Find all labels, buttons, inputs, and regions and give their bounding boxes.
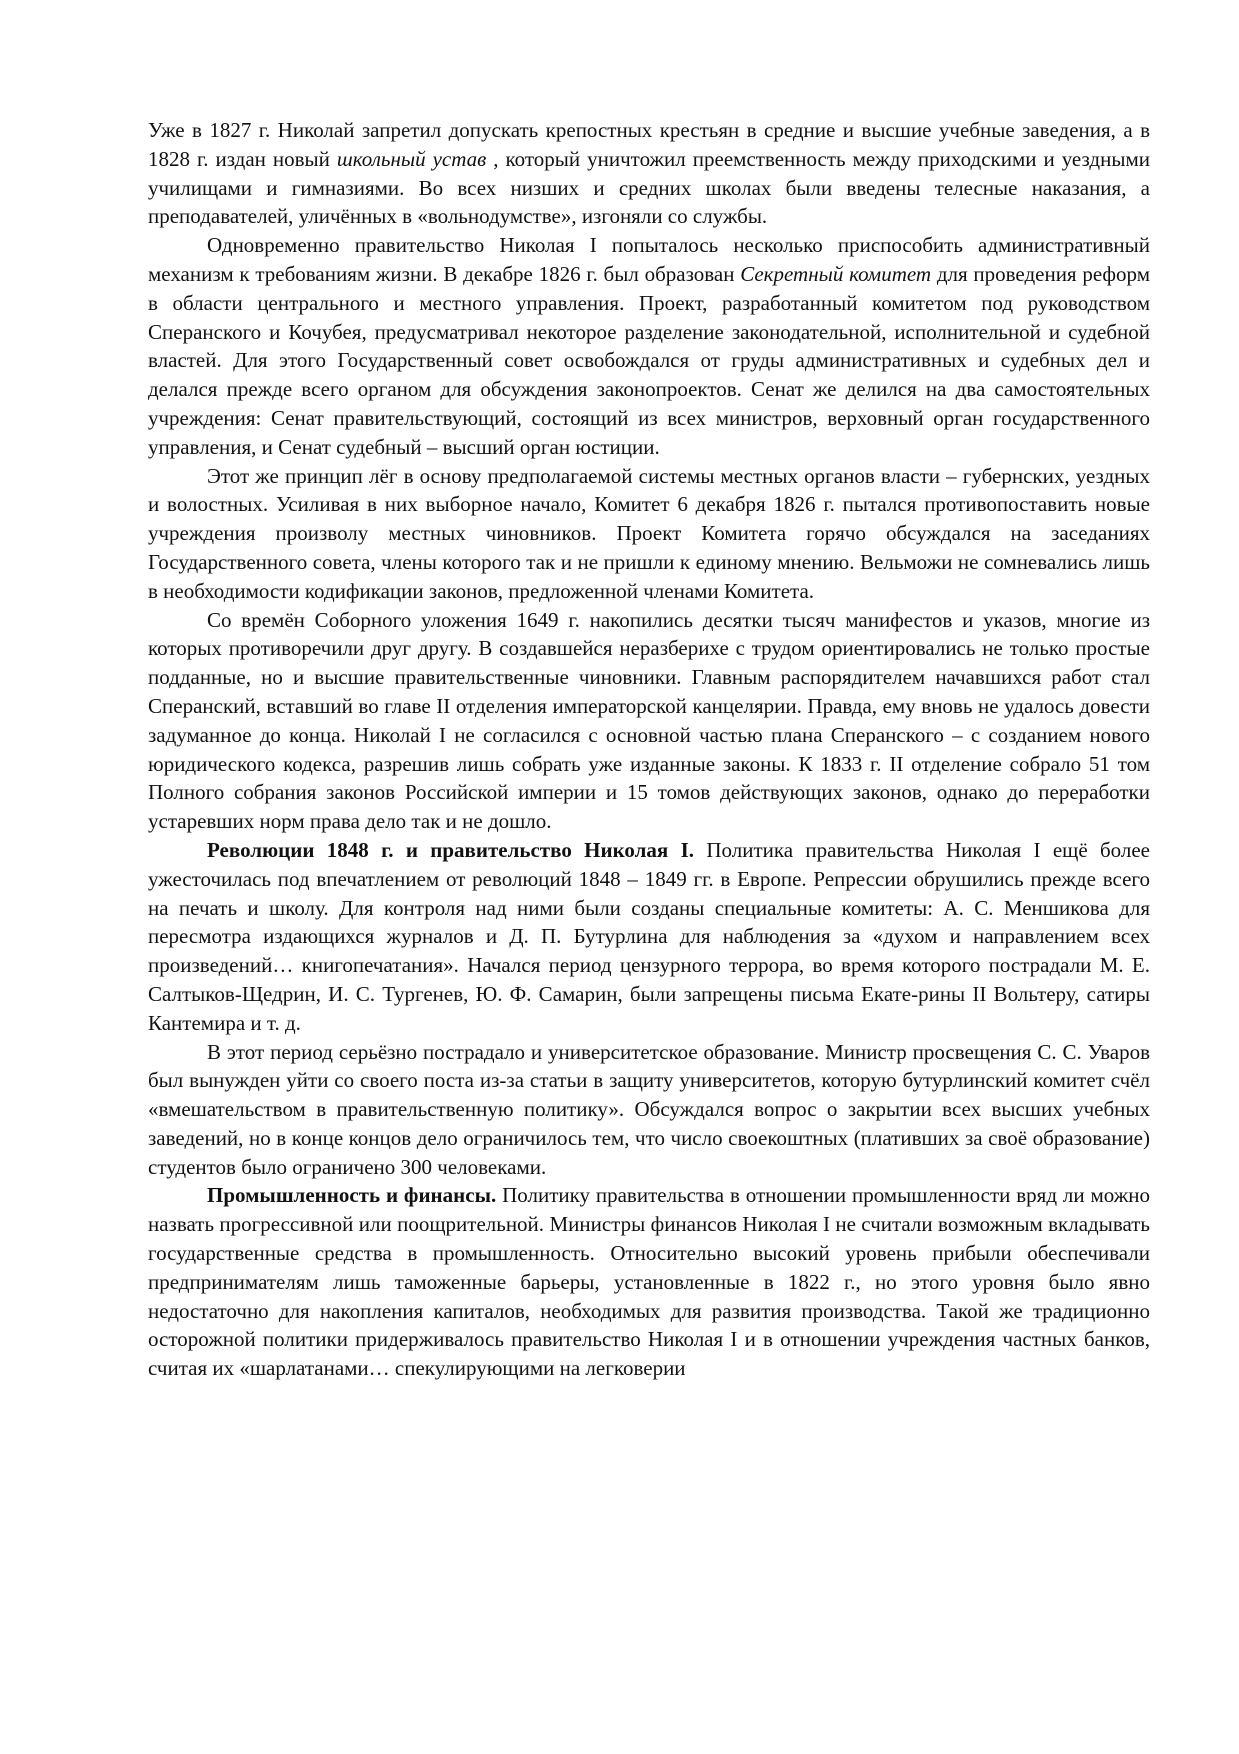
italic-term: Секретный комитет — [740, 261, 932, 286]
paragraph-text: В этот период серьёзно пострадало и университетское образование. Министр просвещения С. С. Уваров был вынужден уйти со своего поста из-за статьи в защиту университетов, которую бутурлинский комитет счёл «вмешательством в правительственную политику». Обсуждался вопрос о закрытии всех высших учебных заведений, но в конце концов дело ограничилось тем, что число своекоштных (плативших за своё образование) студентов было ограничено 300 человеками. — [148, 1039, 1150, 1179]
paragraph-2 — [148, 231, 1150, 461]
paragraph-text: Политика правительства Николая I ещё более ужесточилась под впечатлением от революций 1848 – 1849 гг. в Европе. Репрессии обрушились прежде всего на печать и школу. Для контроля над ними были созданы специальные комитеты: А. С. Меншикова для пересмотра издающихся журналов и Д. П. Бутурлина для наблюдения за «духом и направлением всех произведений… книгопечатания». Начался период цензурного террора, во время которого пострадали М. Е. Салтыков-Щедрин, И. С. Тургенев, Ю. Ф. Самарин, были запрещены письма Екате-рины II Вольтеру, сатиры Кантемира и т. д. — [148, 837, 1151, 1035]
section-heading: Революции 1848 г. и правительство Николая I. — [207, 837, 695, 862]
paragraph-text: Политику правительства в отношении промышленности вряд ли можно назвать прогрессивной или поощрительной. Министры финансов Николая I не считали возможным вкладывать государственные средства в промышленность. Относительно высокий уровень прибыли обеспечивали предпринимателям лишь таможенные барьеры, установленные в 1822 г., но этого уровня было явно недостаточно для накопления капиталов, необходимых для развития производства. Такой же традиционно осторожной политики придерживалось правительство Николая I и в отношении учреждения частных банков, считая их «шарлатанами… спекулирующими на легковерии — [148, 1183, 1150, 1381]
paragraph-text: Уже в 1827 г. Николай запретил допускать крепостных крестьян в средние и высшие учебные заведения, а в 1828 г. издан новый — [148, 118, 1150, 171]
paragraph-text: Одновременно правительство Николая I попыталось несколько приспособить административный механизм к требованиям жизни. В декабре 1826 г. был образован — [148, 233, 1150, 286]
paragraph-3 — [148, 462, 1150, 606]
paragraph-5 — [148, 836, 1150, 1038]
paragraph-text: , который уничтожил преемственность между приходскими и уездными училищами и гимназиями. Во всех низших и средних школах были введены телесные наказания, а преподавателей, уличённых в «вольнодумстве», изгоняли со службы. — [148, 146, 1150, 229]
paragraph-1 — [148, 116, 1150, 231]
paragraph-4 — [148, 606, 1150, 836]
paragraph-6 — [148, 1038, 1150, 1182]
document-page — [148, 116, 1150, 1383]
paragraph-text: для проведения реформ в области центрального и местного управления. Проект, разработанный комитетом под руководством Сперанского и Кочубея, предусматривал некоторое разделение законодательной, исполнительной и судебной властей. Для этого Государственный совет освобождался от груды административных и судебных дел и делался прежде всего органом для обсуждения законопроектов. Сенат же делился на два самостоятельных учреждения: Сенат правительствующий, состоящий из всех министров, верховный орган государственного управления, и Сенат судебный – высший орган юстиции. — [148, 261, 1150, 459]
italic-term: школьный устав — [336, 146, 487, 171]
paragraph-7 — [148, 1181, 1150, 1383]
paragraph-text: Со времён Соборного уложения 1649 г. накопились десятки тысяч манифестов и указов, многие из которых противоречили друг другу. В создавшейся неразберихе с трудом ориентировались не только простые подданные, но и высшие правительственные чиновники. Главным распорядителем начавшихся работ стал Сперанский, вставший во главе II отделения императорской канцелярии. Правда, ему вновь не удалось довести задуманное до конца. Николай I не согласился с основной частью плана Сперанского – с созданием нового юридического кодекса, разрешив лишь собрать уже изданные законы. К 1833 г. II отделение собрало 51 том Полного собрания законов Российской империи и 15 томов действующих законов, однако до переработки устаревших норм права дело так и не дошло. — [148, 607, 1150, 834]
paragraph-text: Этот же принцип лёг в основу предполагаемой системы местных органов власти – губернских, уездных и волостных. Усиливая в них выборное начало, Комитет 6 декабря 1826 г. пытался противопоставить новые учреждения произволу местных чиновников. Проект Комитета горячо обсуждался на заседаниях Государственного совета, члены которого так и не пришли к единому мнению. Вельможи не сомневались лишь в необходимости кодификации законов, предложенной членами Комитета. — [148, 463, 1150, 603]
section-heading: Промышленность и финансы. — [207, 1183, 497, 1208]
